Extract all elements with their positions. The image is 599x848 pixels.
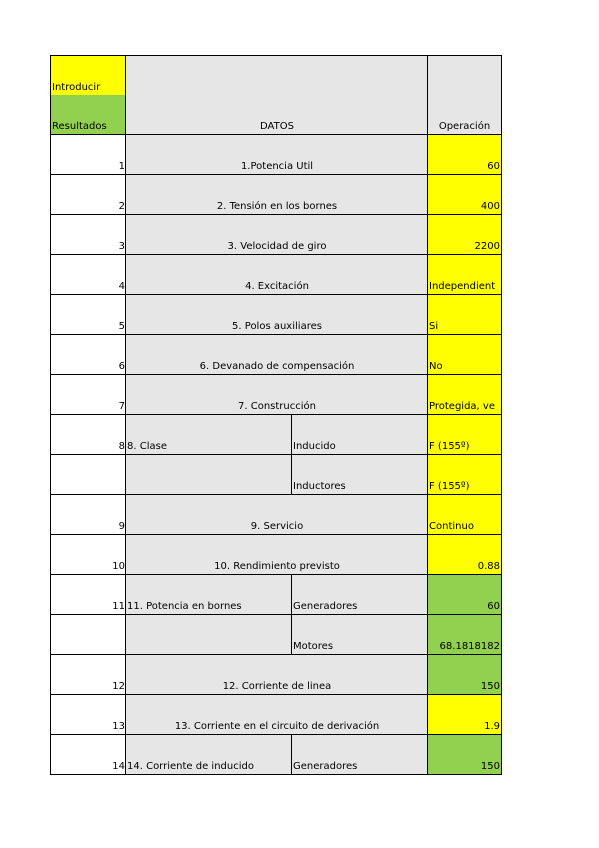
row-number: 3	[118, 241, 125, 252]
row-sublabel-cell	[291, 735, 428, 775]
row-label-cell	[125, 415, 292, 455]
row-value: 60	[487, 601, 500, 612]
row-value-cell[interactable]	[427, 615, 502, 655]
row-label-cell	[125, 575, 292, 615]
row-number: 5	[118, 321, 125, 332]
row-number: 9	[118, 521, 125, 532]
row-value-cell[interactable]	[427, 455, 502, 495]
row-value-cell[interactable]	[427, 255, 502, 295]
row-sublabel-cell	[291, 615, 428, 655]
row-value-cell[interactable]	[427, 175, 502, 215]
row-sublabel: Inductores	[293, 481, 346, 492]
row-number-cell	[50, 215, 126, 255]
row-sublabel-cell	[291, 455, 428, 495]
row-value: Continuo	[429, 521, 474, 532]
row-number: 1	[118, 161, 125, 172]
row-label: 4. Excitación	[245, 281, 309, 292]
row-value: 68.1818182	[439, 641, 500, 652]
row-number-cell	[50, 615, 126, 655]
row-number-cell	[50, 655, 126, 695]
row-label: 11. Potencia en bornes	[127, 601, 242, 612]
row-label: 9. Servicio	[250, 521, 304, 532]
row-number: 7	[118, 401, 125, 412]
row-value-cell[interactable]	[427, 695, 502, 735]
row-value: 0.88	[477, 561, 500, 572]
legend-result-cell[interactable]	[50, 95, 126, 135]
row-value: 150	[480, 681, 500, 692]
row-value-cell[interactable]	[427, 135, 502, 175]
row-number-cell	[50, 735, 126, 775]
row-number: 4	[118, 281, 125, 292]
row-number-cell	[50, 455, 126, 495]
row-label-cell	[125, 175, 428, 215]
row-label: 7. Construcción	[238, 401, 316, 412]
row-label: 12. Corriente de linea	[222, 681, 332, 692]
row-sublabel: Inducido	[293, 441, 336, 452]
row-label-cell	[125, 455, 292, 495]
row-number: 11	[112, 601, 125, 612]
row-value: 1.9	[484, 721, 500, 732]
row-number-cell	[50, 335, 126, 375]
row-label: 3. Velocidad de giro	[227, 241, 327, 252]
row-number-cell	[50, 415, 126, 455]
row-label-cell	[125, 655, 428, 695]
row-label: 14. Corriente de inducido	[127, 761, 254, 772]
row-number: 6	[118, 361, 125, 372]
row-value: F (155º)	[429, 481, 470, 492]
row-value: No	[429, 361, 443, 372]
row-number-cell	[50, 135, 126, 175]
row-label: 2. Tensión en los bornes	[216, 201, 338, 212]
row-value-cell[interactable]	[427, 495, 502, 535]
row-label-cell	[125, 135, 428, 175]
operacion-header-label: Operación	[438, 121, 491, 132]
legend-input-cell[interactable]	[50, 55, 126, 95]
row-value: 2200	[474, 241, 500, 252]
row-sublabel: Generadores	[293, 761, 358, 772]
row-value: F (155º)	[429, 441, 470, 452]
row-label-cell	[125, 695, 428, 735]
row-value-cell[interactable]	[427, 215, 502, 255]
row-label-cell	[125, 615, 292, 655]
legend-input-label: Introducir	[52, 82, 101, 93]
row-value-cell[interactable]	[427, 735, 502, 775]
row-number-cell	[50, 575, 126, 615]
row-number: 13	[112, 721, 125, 732]
row-number-cell	[50, 535, 126, 575]
row-number: 8	[118, 441, 125, 452]
row-sublabel-cell	[291, 575, 428, 615]
datos-header	[125, 55, 428, 135]
row-label: 10. Rendimiento previsto	[214, 561, 340, 572]
row-number-cell	[50, 255, 126, 295]
row-label-cell	[125, 375, 428, 415]
row-value-cell[interactable]	[427, 415, 502, 455]
row-value-cell[interactable]	[427, 335, 502, 375]
row-value: Protegida, ve	[429, 401, 495, 412]
row-label: 8. Clase	[127, 441, 167, 452]
row-number: 14	[112, 761, 125, 772]
row-label-cell	[125, 735, 292, 775]
row-label: 13. Corriente en el circuito de derivación	[174, 721, 380, 732]
operacion-header	[427, 55, 502, 135]
row-number-cell	[50, 495, 126, 535]
row-number-cell	[50, 375, 126, 415]
row-sublabel-cell	[291, 415, 428, 455]
row-number: 2	[118, 201, 125, 212]
row-value: Si	[429, 321, 439, 332]
row-value-cell[interactable]	[427, 655, 502, 695]
row-value-cell[interactable]	[427, 375, 502, 415]
row-label-cell	[125, 295, 428, 335]
row-number: 12	[112, 681, 125, 692]
row-value: Independient	[429, 281, 496, 292]
row-label-cell	[125, 255, 428, 295]
legend-result-label: Resultados	[52, 121, 107, 132]
row-label: 5. Polos auxiliares	[232, 321, 322, 332]
row-label-cell	[125, 335, 428, 375]
row-value: 150	[480, 761, 500, 772]
row-label: 6. Devanado de compensación	[199, 361, 355, 372]
row-number-cell	[50, 175, 126, 215]
row-number: 10	[112, 561, 125, 572]
row-number-cell	[50, 695, 126, 735]
row-value-cell[interactable]	[427, 295, 502, 335]
row-label: 1.Potencia Util	[240, 161, 314, 172]
row-number-cell	[50, 295, 126, 335]
row-sublabel: Motores	[293, 641, 334, 652]
row-label-cell	[125, 495, 428, 535]
row-value: 60	[487, 161, 500, 172]
row-label-cell	[125, 215, 428, 255]
row-sublabel: Generadores	[293, 601, 358, 612]
row-value-cell[interactable]	[427, 575, 502, 615]
row-value-cell[interactable]	[427, 535, 502, 575]
row-label-cell	[125, 535, 428, 575]
row-value: 400	[480, 201, 500, 212]
datos-header-label: DATOS	[260, 121, 294, 132]
